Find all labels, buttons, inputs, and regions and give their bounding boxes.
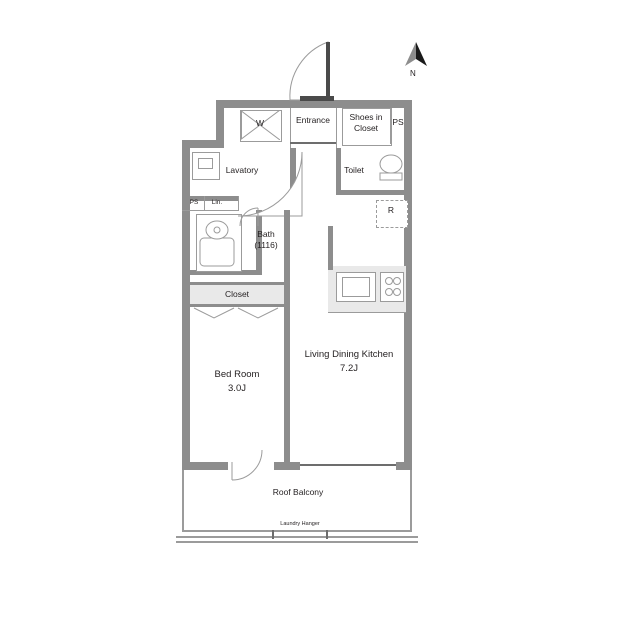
label-w: W	[255, 118, 265, 128]
label-toilet: Toilet	[344, 165, 364, 175]
balcony-front-rail-3	[176, 541, 418, 543]
bedroom-balcony-door-swing	[230, 448, 276, 482]
label-r: R	[387, 205, 395, 215]
wall-bedroom-right	[284, 210, 290, 466]
label-shoes-closet: Closet	[353, 123, 379, 133]
label-lin: Lin.	[211, 199, 223, 206]
label-ps-right: PS	[392, 117, 404, 127]
wall-closet-top	[190, 282, 284, 285]
ps-right-divider	[390, 108, 391, 144]
compass	[396, 40, 436, 84]
label-bath-size: (1116)	[254, 240, 278, 250]
kitchen-stove	[380, 272, 404, 302]
label-bedroom-size: 3.0J	[228, 383, 246, 394]
closet-door-marks-icon	[192, 307, 282, 319]
label-bedroom: Bed Room	[214, 369, 260, 380]
label-ps-left: PS	[189, 199, 199, 206]
stove-burner-3	[385, 288, 393, 296]
balcony-left-edge	[182, 470, 184, 532]
entrance-door-swing	[288, 40, 340, 102]
wall-left	[182, 140, 190, 470]
hanger-post-right	[326, 530, 328, 539]
label-bath: Bath	[257, 229, 275, 239]
entrance-step	[290, 142, 336, 144]
vanity-basin	[198, 158, 213, 169]
entrance-threshold	[300, 96, 334, 101]
label-closet: Closet	[224, 289, 250, 299]
wall-toilet-bottom	[336, 190, 406, 195]
label-shoes-in: Shoes in	[349, 112, 383, 122]
kitchen-sink-basin	[342, 277, 370, 297]
toilet-fixture-icon	[378, 150, 404, 188]
lin-divider	[204, 196, 205, 211]
bath-fixtures-icon	[198, 218, 238, 268]
wall-upper-left-horz	[182, 140, 224, 148]
stove-burner-2	[393, 277, 401, 285]
stove-burner-4	[393, 288, 401, 296]
label-entrance: Entrance	[295, 115, 331, 125]
balcony-front-rail-2	[176, 536, 418, 538]
label-ldk: Living Dining Kitchen	[304, 349, 394, 360]
kitchen-counter-edge	[328, 312, 406, 313]
balcony-right-edge	[410, 470, 412, 532]
stove-burner-1	[385, 277, 393, 285]
label-laundry-hanger: Laundry Hanger	[280, 521, 320, 527]
label-lavatory: Lavatory	[225, 165, 259, 175]
compass-north-icon	[396, 40, 436, 70]
label-ldk-size: 7.2J	[340, 363, 358, 374]
label-roof-balcony: Roof Balcony	[272, 487, 324, 497]
ldk-balcony-sill	[300, 464, 396, 466]
wall-kitchen-left	[328, 226, 333, 270]
balcony-front-rail	[182, 530, 412, 532]
hanger-post-left	[272, 530, 274, 539]
lin-bottom	[182, 210, 238, 211]
compass-label: N	[410, 69, 416, 78]
wall-upper-left-vert	[216, 100, 224, 142]
bath-door-swing	[238, 206, 260, 228]
